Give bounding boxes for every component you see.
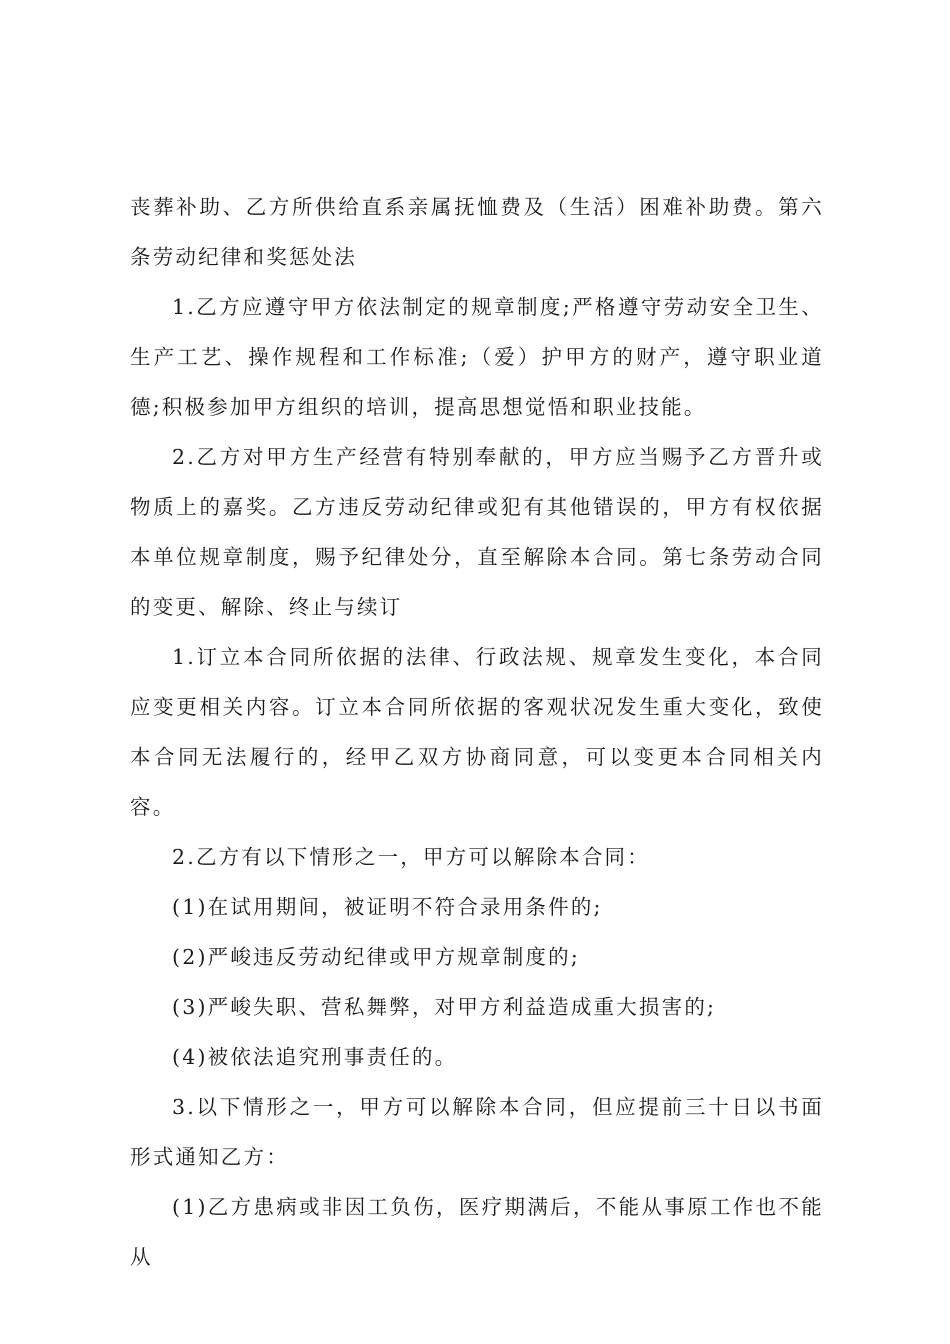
paragraph-5: 2.乙方有以下情形之一，甲方可以解除本合同：: [172, 845, 650, 869]
paragraph-4: 1.订立本合同所依据的法律、行政法规、规章发生变化，本合同应变更相关内容。订立本合同所依据的客观状况发生重大变化，致使本合同无法履行的，经甲乙双方协商同意，可以变更本合同相关内容。: [130, 645, 824, 819]
paragraph-3: 2.乙方对甲方生产经营有特别奉献的，甲方应当赐予乙方晋升或物质上的嘉奖。乙方违反劳动纪律或犯有其他错误的，甲方有权依据本单位规章制度，赐予纪律处分，直至解除本合同。第七条劳动合同的变更、解除、终止与续订: [130, 445, 824, 619]
paragraph-8: (3)严峻失职、营私舞弊，对甲方利益造成重大损害的;: [172, 995, 717, 1019]
paragraph-11: (1)乙方患病或非因工负伤，医疗期满后，不能从事原工作也不能从: [130, 1195, 824, 1269]
paragraph-1: 丧葬补助、乙方所供给直系亲属抚恤费及（生活）困难补助费。第六条劳动纪律和奖惩处法: [130, 195, 824, 269]
paragraph-6: (1)在试用期间，被证明不符合录用条件的;: [172, 895, 603, 919]
document-body: [130, 182, 824, 1282]
paragraph-10: 3.以下情形之一，甲方可以解除本合同，但应提前三十日以书面形式通知乙方：: [130, 1095, 824, 1169]
paragraph-7: (2)严峻违反劳动纪律或甲方规章制度的;: [172, 945, 580, 969]
paragraph-2: 1.乙方应遵守甲方依法制定的规章制度;严格遵守劳动安全卫生、生产工艺、操作规程和工作标准;（爱）护甲方的财产，遵守职业道德;积极参加甲方组织的培训，提高思想觉悟和职业技能。: [130, 295, 824, 419]
paragraph-9: (4)被依法追究刑事责任的。: [172, 1045, 458, 1069]
